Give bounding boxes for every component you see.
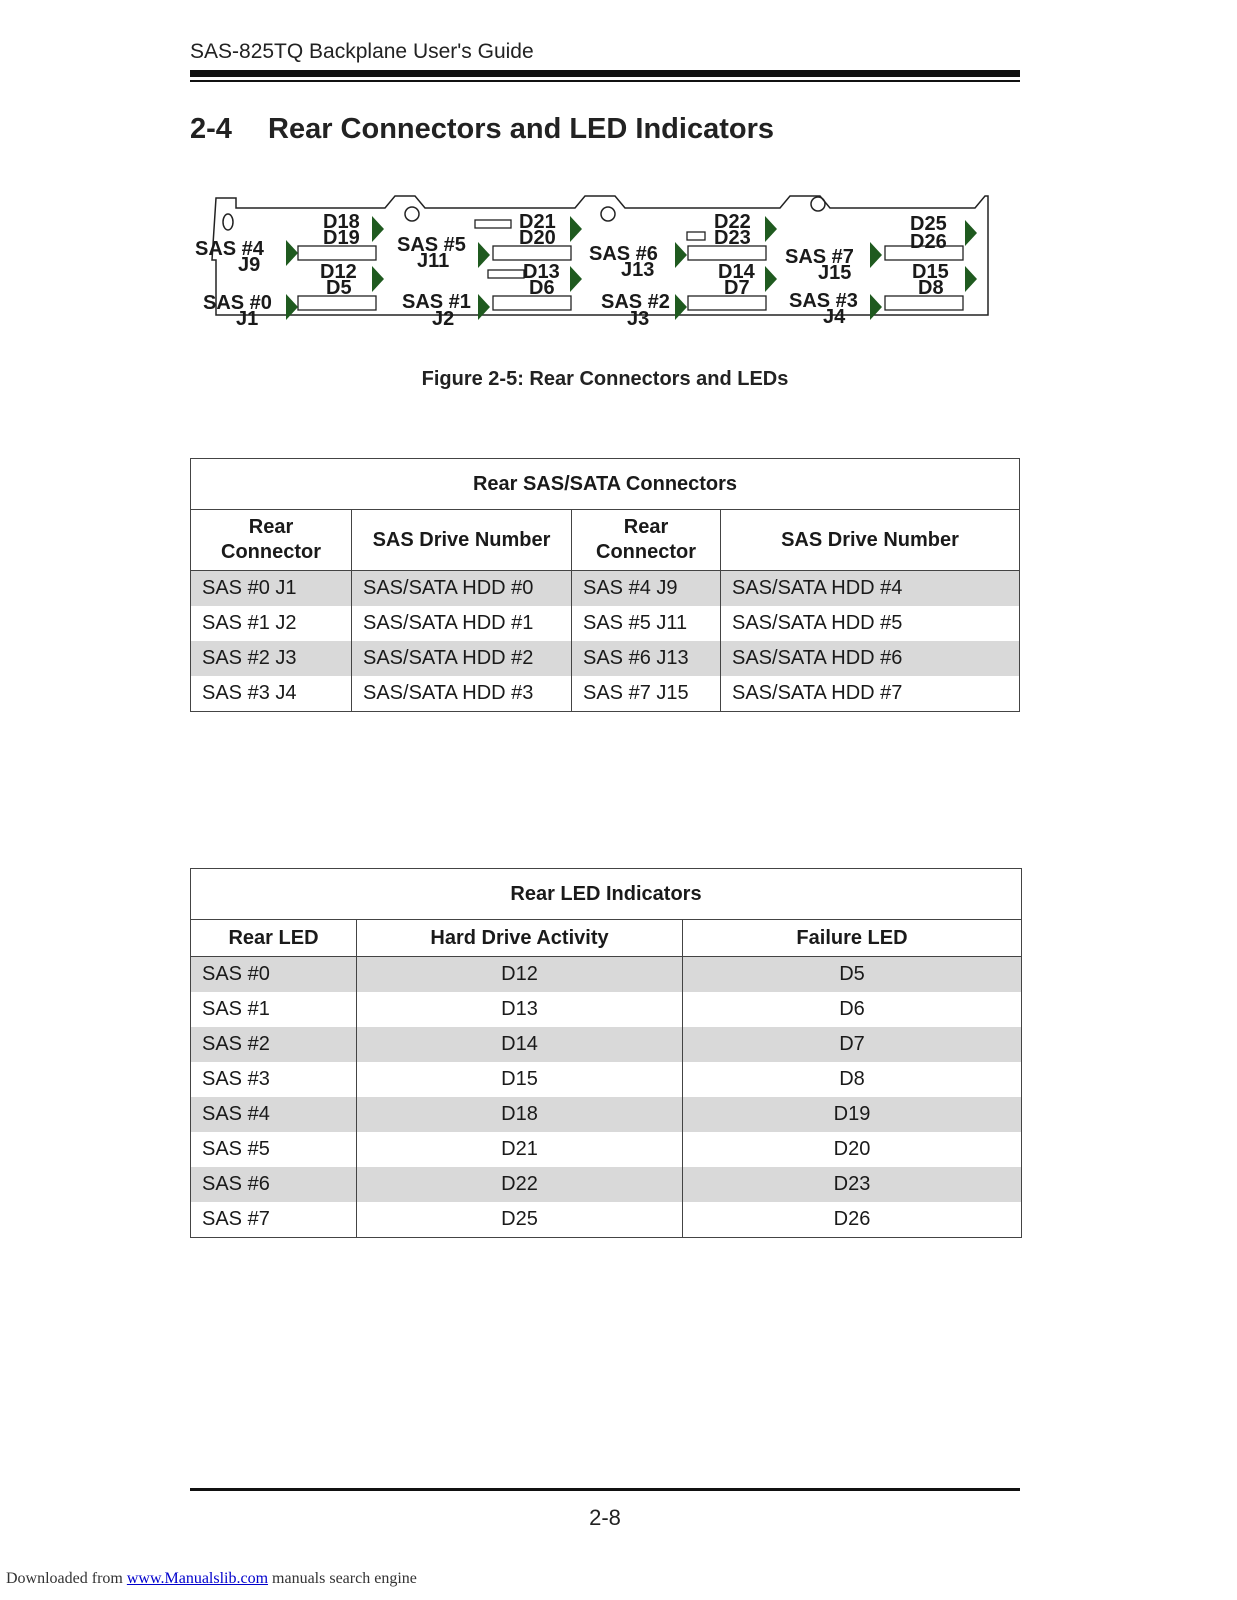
table-cell: SAS #4 J9 bbox=[572, 571, 721, 607]
table-row bbox=[191, 1202, 1022, 1238]
table-cell: SAS #6 J13 bbox=[572, 641, 721, 676]
table-title: Rear LED Indicators bbox=[191, 869, 1022, 920]
table-cell: D20 bbox=[683, 1132, 1022, 1167]
label-sas0: SAS #0 bbox=[203, 292, 272, 314]
figure-caption: Figure 2-5: Rear Connectors and LEDs bbox=[421, 368, 789, 390]
label-d6: D6 bbox=[529, 277, 555, 299]
label-j13: J13 bbox=[621, 259, 655, 281]
table-row bbox=[191, 957, 1022, 993]
table-cell: SAS #3 bbox=[191, 1062, 357, 1097]
table-cell: D23 bbox=[683, 1167, 1022, 1202]
table-cell: D12 bbox=[357, 957, 683, 993]
column-header: Rear Connector bbox=[191, 510, 352, 571]
connectors-table bbox=[190, 458, 1020, 712]
table-cell: SAS #7 J15 bbox=[572, 676, 721, 712]
running-header: SAS-825TQ Backplane User's Guide bbox=[190, 40, 534, 63]
table-cell: SAS #5 J11 bbox=[572, 606, 721, 641]
backplane-figure bbox=[190, 190, 1020, 340]
table-cell: SAS/SATA HDD #6 bbox=[721, 641, 1020, 676]
table-cell: SAS/SATA HDD #7 bbox=[721, 676, 1020, 712]
label-d15: D15 bbox=[912, 261, 949, 283]
table-cell: D8 bbox=[683, 1062, 1022, 1097]
table-cell: SAS #4 bbox=[191, 1097, 357, 1132]
label-sas6: SAS #6 bbox=[589, 243, 658, 265]
table-cell: SAS/SATA HDD #2 bbox=[352, 641, 572, 676]
table-cell: SAS/SATA HDD #1 bbox=[352, 606, 572, 641]
label-sas3: SAS #3 bbox=[789, 290, 858, 312]
table-row bbox=[191, 1062, 1022, 1097]
backplane-diagram bbox=[190, 190, 1020, 340]
label-d26: D26 bbox=[910, 231, 947, 253]
label-j4: J4 bbox=[823, 306, 846, 328]
table-row bbox=[191, 606, 1020, 641]
table-row bbox=[191, 571, 1020, 607]
table-cell: D13 bbox=[357, 992, 683, 1027]
label-d23: D23 bbox=[714, 227, 751, 249]
column-header: Hard Drive Activity bbox=[357, 920, 683, 957]
label-d5: D5 bbox=[326, 277, 352, 299]
table-cell: D5 bbox=[683, 957, 1022, 993]
label-d8: D8 bbox=[918, 277, 944, 299]
label-j9: J9 bbox=[238, 254, 261, 276]
table-cell: D22 bbox=[357, 1167, 683, 1202]
table-row bbox=[191, 1097, 1022, 1132]
label-d22: D22 bbox=[714, 211, 751, 233]
label-j1: J1 bbox=[236, 308, 259, 330]
label-j15: J15 bbox=[818, 262, 852, 284]
table-cell: SAS #5 bbox=[191, 1132, 357, 1167]
download-suffix: manuals search engine bbox=[268, 1570, 417, 1587]
table-row bbox=[191, 1167, 1022, 1202]
table-cell: SAS #6 bbox=[191, 1167, 357, 1202]
label-sas5: SAS #5 bbox=[397, 234, 466, 256]
label-d12: D12 bbox=[320, 261, 357, 283]
header-rule bbox=[190, 70, 1020, 77]
section-heading bbox=[190, 113, 774, 146]
table-cell: SAS/SATA HDD #4 bbox=[721, 571, 1020, 607]
label-d21: D21 bbox=[519, 211, 556, 233]
table-cell: SAS #1 bbox=[191, 992, 357, 1027]
mount-hole bbox=[811, 197, 825, 211]
table-cell: D21 bbox=[357, 1132, 683, 1167]
label-sas7: SAS #7 bbox=[785, 246, 854, 268]
label-d25: D25 bbox=[910, 213, 947, 235]
table-cell: D15 bbox=[357, 1062, 683, 1097]
label-j11: J11 bbox=[417, 250, 450, 272]
download-prefix: Downloaded from bbox=[6, 1570, 127, 1587]
table-cell: SAS #0 J1 bbox=[191, 571, 352, 607]
label-sas4: SAS #4 bbox=[195, 238, 264, 260]
table-cell: SAS/SATA HDD #0 bbox=[352, 571, 572, 607]
column-header: SAS Drive Number bbox=[352, 510, 572, 571]
column-header: SAS Drive Number bbox=[721, 510, 1020, 571]
section-title: Rear Connectors and LED Indicators bbox=[268, 113, 774, 145]
download-line bbox=[6, 1570, 417, 1588]
table-cell: SAS #7 bbox=[191, 1202, 357, 1238]
table-cell: SAS/SATA HDD #3 bbox=[352, 676, 572, 712]
header-rule-thin bbox=[190, 80, 1020, 82]
label-d7: D7 bbox=[724, 277, 750, 299]
label-d13: D13 bbox=[523, 261, 560, 283]
column-header: Rear LED bbox=[191, 920, 357, 957]
table-cell: D6 bbox=[683, 992, 1022, 1027]
mount-hole bbox=[405, 207, 419, 221]
table-row bbox=[191, 992, 1022, 1027]
table-title: Rear SAS/SATA Connectors bbox=[191, 459, 1020, 510]
table-row bbox=[191, 1027, 1022, 1062]
table-cell: D19 bbox=[683, 1097, 1022, 1132]
table-row bbox=[191, 641, 1020, 676]
table-cell: SAS/SATA HDD #5 bbox=[721, 606, 1020, 641]
table-cell: D18 bbox=[357, 1097, 683, 1132]
manualslib-link[interactable]: www.Manualslib.com bbox=[126, 1570, 269, 1587]
label-j2: J2 bbox=[432, 308, 455, 330]
label-sas2: SAS #2 bbox=[601, 291, 670, 313]
label-d14: D14 bbox=[718, 261, 755, 283]
table-row bbox=[191, 1132, 1022, 1167]
footer-rule bbox=[190, 1488, 1020, 1491]
mount-hole bbox=[223, 214, 233, 230]
table-cell: D7 bbox=[683, 1027, 1022, 1062]
label-d19: D19 bbox=[323, 227, 360, 249]
led-table bbox=[190, 868, 1022, 1238]
table-cell: SAS #2 J3 bbox=[191, 641, 352, 676]
table-cell: D26 bbox=[683, 1202, 1022, 1238]
page-number: 2-8 bbox=[589, 1505, 621, 1530]
label-j3: J3 bbox=[627, 308, 650, 330]
label-d20: D20 bbox=[519, 227, 556, 249]
table-cell: D14 bbox=[357, 1027, 683, 1062]
column-header: Rear Connector bbox=[572, 510, 721, 571]
table-cell: D25 bbox=[357, 1202, 683, 1238]
section-number: 2-4 bbox=[190, 113, 232, 145]
label-sas1: SAS #1 bbox=[402, 291, 471, 313]
label-d18: D18 bbox=[323, 211, 360, 233]
table-cell: SAS #0 bbox=[191, 957, 357, 993]
table-cell: SAS #2 bbox=[191, 1027, 357, 1062]
column-header: Failure LED bbox=[683, 920, 1022, 957]
mount-hole bbox=[601, 207, 615, 221]
table-row bbox=[191, 676, 1020, 712]
table-cell: SAS #1 J2 bbox=[191, 606, 352, 641]
table-cell: SAS #3 J4 bbox=[191, 676, 352, 712]
